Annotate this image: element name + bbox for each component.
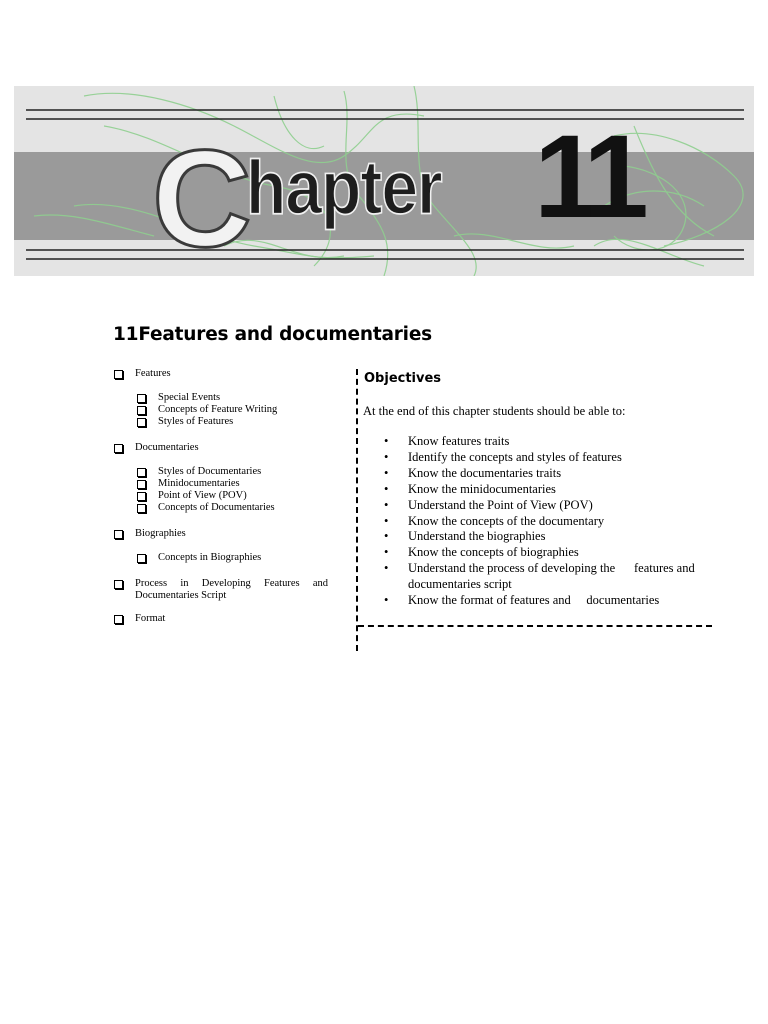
- vertical-dashed-divider: [356, 369, 358, 651]
- checkbox-bullet-icon: [137, 504, 146, 513]
- topic-label: Biographies: [135, 528, 186, 539]
- checkbox-bullet-icon: [137, 418, 146, 427]
- checkbox-bullet-icon: [114, 370, 123, 379]
- subtopic-item: [112, 490, 328, 502]
- bullet-icon: •: [384, 481, 389, 496]
- objective-text: Identify the concepts and styles of features: [408, 449, 622, 464]
- bullet-icon: •: [384, 497, 389, 512]
- objective-item: [384, 434, 714, 450]
- checkbox-bullet-icon: [137, 468, 146, 477]
- objective-item: [384, 498, 714, 514]
- checkbox-bullet-icon: [114, 530, 123, 539]
- objectives-list: [384, 434, 714, 609]
- bullet-icon: •: [384, 593, 389, 608]
- objective-text: Know the format of features and documentaries: [408, 593, 660, 608]
- chapter-initial-letter: C: [152, 122, 248, 276]
- subtopic-item: [112, 392, 328, 404]
- bullet-icon: •: [384, 513, 389, 528]
- objective-text: Understand the biographies: [408, 529, 546, 544]
- objective-text: Know the concepts of the documentary: [408, 513, 605, 528]
- objective-text: Understand the Point of View (POV): [408, 497, 593, 512]
- objective-text: Know the minidocumentaries: [408, 481, 556, 496]
- objective-item: [384, 514, 714, 530]
- bullet-icon: •: [384, 434, 389, 448]
- subtopic-item: [112, 552, 328, 564]
- topic-item: [112, 368, 328, 380]
- subtopic-label: Special Events: [158, 392, 221, 403]
- subtopic-label: Styles of Features: [158, 416, 234, 427]
- subtopic-item: [112, 404, 328, 416]
- topic-item: [112, 613, 328, 625]
- subtopic-item: [112, 416, 328, 428]
- checkbox-bullet-icon: [114, 444, 123, 453]
- objective-item: [384, 450, 714, 466]
- objective-item: [384, 482, 714, 498]
- topic-label: Documentaries: [135, 442, 199, 453]
- topic-label: Features: [135, 368, 171, 379]
- subtopic-label: Styles of Documentaries: [158, 466, 262, 477]
- bullet-icon: •: [384, 465, 389, 480]
- topic-label: Process in Developing Features and Documentaries Script: [135, 578, 328, 601]
- subtopic-item: [112, 502, 328, 514]
- objective-text: Know features traits: [408, 434, 510, 448]
- chapter-banner: [14, 86, 754, 276]
- objective-item: [384, 561, 714, 593]
- objective-item: [384, 593, 714, 609]
- chapter-number: 11: [534, 111, 639, 243]
- subtopic-label: Concepts of Documentaries: [158, 502, 275, 513]
- topic-item: [112, 442, 328, 454]
- objective-item: [384, 545, 714, 561]
- bullet-icon: •: [384, 529, 389, 544]
- objective-item: [384, 529, 714, 545]
- chapter-title: 11Features and documentaries: [113, 324, 432, 345]
- bullet-icon: •: [384, 545, 389, 560]
- checkbox-bullet-icon: [114, 580, 123, 589]
- topic-outline: [112, 368, 328, 625]
- chapter-word: hapter: [246, 144, 442, 230]
- objective-text: Know the concepts of biographies: [408, 545, 579, 560]
- subtopic-item: [112, 466, 328, 478]
- subtopic-label: Concepts of Feature Writing: [158, 404, 278, 415]
- subtopic-label: Point of View (POV): [158, 490, 247, 501]
- bullet-icon: •: [384, 561, 389, 576]
- objectives-intro: At the end of this chapter students should be able to:: [363, 404, 626, 418]
- checkbox-bullet-icon: [137, 492, 146, 501]
- subtopic-label: Minidocumentaries: [158, 478, 240, 489]
- objective-text: Understand the process of developing the features and documentaries script: [408, 561, 698, 592]
- topic-item: [112, 578, 328, 602]
- objectives-heading: Objectives: [364, 371, 442, 386]
- topic-item: [112, 528, 328, 540]
- checkbox-bullet-icon: [137, 554, 146, 563]
- horizontal-dashed-divider: [358, 625, 712, 627]
- checkbox-bullet-icon: [137, 406, 146, 415]
- checkbox-bullet-icon: [114, 615, 123, 624]
- objective-item: [384, 466, 714, 482]
- checkbox-bullet-icon: [137, 394, 146, 403]
- subtopic-label: Concepts in Biographies: [158, 552, 262, 563]
- checkbox-bullet-icon: [137, 480, 146, 489]
- bullet-icon: •: [384, 449, 389, 464]
- objective-text: Know the documentaries traits: [408, 465, 562, 480]
- topic-label: Format: [135, 613, 166, 624]
- subtopic-item: [112, 478, 328, 490]
